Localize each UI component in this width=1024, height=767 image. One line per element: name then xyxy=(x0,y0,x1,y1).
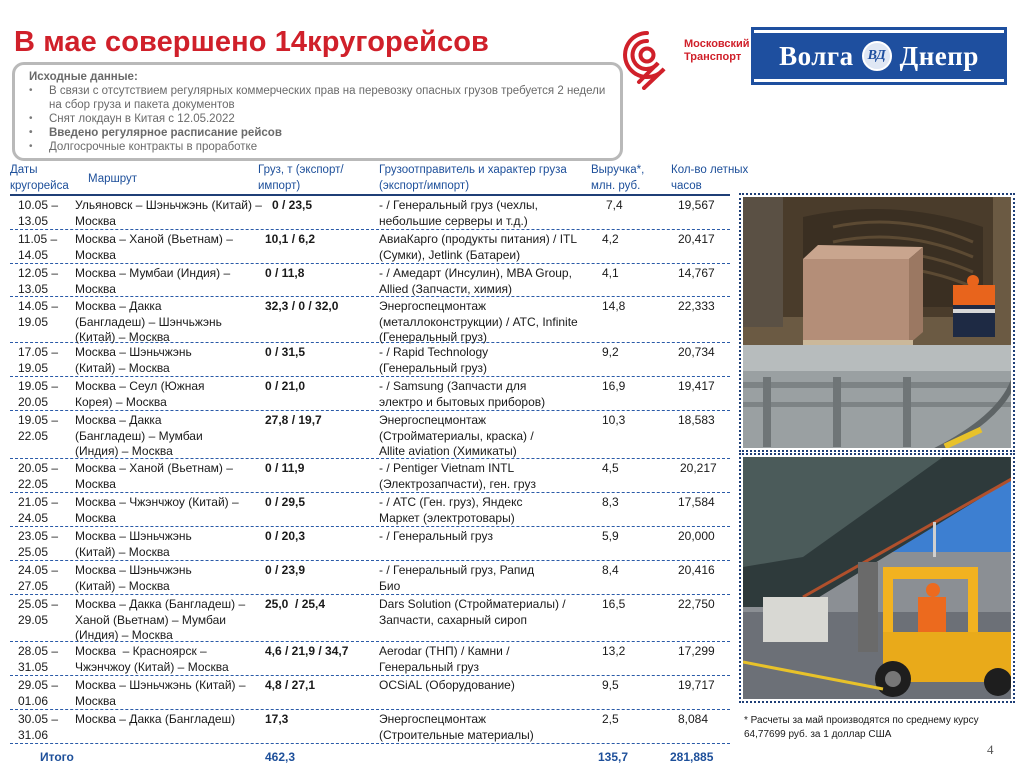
cell-shipper: Энергоспецмонтаж (металлоконструкции) / АТС, Infinite (Генеральный груз) xyxy=(379,299,578,345)
cell-revenue: 16,5 xyxy=(602,597,626,611)
cell-cargo: 0 / 11,8 xyxy=(265,266,305,280)
cell-route: Москва – Шэньчжэнь (Китай) – Москва xyxy=(75,345,192,375)
cell-route: Ульяновск – Шэньчжэнь (Китай) – Москва xyxy=(75,198,262,228)
cell-date: 10.05 – 13.05 xyxy=(18,198,59,228)
table-row xyxy=(10,561,730,595)
cell-shipper: Dars Solution (Стройматериалы) / Запчасти, сахарный сироп xyxy=(379,597,566,627)
cell-hours: 19,717 xyxy=(678,678,715,692)
cell-date: 29.05 – 01.06 xyxy=(18,678,59,708)
cell-hours: 17,299 xyxy=(678,644,715,658)
page-number: 4 xyxy=(987,742,994,757)
cell-cargo: 17,3 xyxy=(265,712,289,726)
cell-revenue: 8,3 xyxy=(602,495,619,509)
footnote: * Расчеты за май производятся по среднему курсу 64,77699 руб. за 1 доллар США xyxy=(744,715,979,740)
cell-cargo: 0 / 21,0 xyxy=(265,379,306,393)
cell-revenue: 4,2 xyxy=(602,232,619,246)
table-row xyxy=(10,676,730,710)
table-body xyxy=(10,196,730,744)
cell-date: 17.05 – 19.05 xyxy=(18,345,59,375)
cell-revenue: 10,3 xyxy=(602,413,626,427)
cell-revenue: 5,9 xyxy=(602,529,619,543)
cell-route: Москва – Ханой (Вьетнам) – Москва xyxy=(75,461,233,491)
cell-revenue: 16,9 xyxy=(602,379,626,393)
cell-date: 24.05 – 27.05 xyxy=(18,563,59,593)
cell-cargo: 0 / 23,5 xyxy=(272,198,313,212)
cell-shipper: - / Амедарт (Инсулин), MBA Group, Allied (Запчасти, химия) xyxy=(379,266,572,296)
cell-revenue: 9,5 xyxy=(602,678,619,692)
table-row xyxy=(10,459,730,493)
cell-cargo: 4,8 / 27,1 xyxy=(265,678,316,692)
moscow-transport-name: Московский Транспорт xyxy=(684,38,750,63)
table-row xyxy=(10,642,730,676)
total-revenue: 135,7 xyxy=(598,750,629,764)
header-hours: Кол-во летных часов xyxy=(671,164,749,192)
cell-hours: 20,734 xyxy=(678,345,715,359)
header-route: Маршрут xyxy=(88,173,138,185)
cell-shipper: - / Генеральный груз (чехлы, небольшие серверы и т.д.) xyxy=(379,198,538,228)
cell-cargo: 10,1 / 6,2 xyxy=(265,232,316,246)
cell-hours: 17,584 xyxy=(678,495,715,509)
volga-dnepr-emblem-icon: ВД xyxy=(862,41,892,71)
forklift-photo xyxy=(739,453,1015,703)
header-dates: Даты кругорейса xyxy=(10,164,69,192)
page-title: В мае совершено 14кругорейсов xyxy=(14,26,489,58)
info-heading: Исходные данные: xyxy=(29,71,138,83)
info-item: • Снят локдаун в Китая с 12.05.2022 xyxy=(29,112,620,126)
volga-dnepr-logo xyxy=(754,30,1004,82)
cell-hours: 20,000 xyxy=(678,529,715,543)
info-item: • Введено регулярное расписание рейсов xyxy=(29,126,620,140)
cell-hours: 19,417 xyxy=(678,379,715,393)
cell-shipper: - / Генеральный груз, Рапид Био xyxy=(379,563,535,593)
cell-hours: 22,750 xyxy=(678,597,715,611)
moscow-transport-logo xyxy=(614,24,754,90)
cell-date: 28.05 – 31.05 xyxy=(18,644,59,674)
volga-dnepr-left-word: Волга xyxy=(779,40,854,71)
cell-date: 14.05 – 19.05 xyxy=(18,299,59,329)
volga-dnepr-right-word: Днепр xyxy=(899,40,979,71)
cell-hours: 22,333 xyxy=(678,299,715,313)
header-cargo: Груз, т (экспорт/импорт) xyxy=(258,164,344,192)
cell-hours: 20,416 xyxy=(678,563,715,577)
cell-revenue: 2,5 xyxy=(602,712,619,726)
cell-shipper: - / Rapid Technology (Генеральный груз) xyxy=(379,345,489,375)
table-row xyxy=(10,230,730,264)
cell-cargo: 0 / 29,5 xyxy=(265,495,306,509)
cargo-loading-photo xyxy=(739,193,1015,452)
cell-route: Москва – Шэньчжэнь (Китай) – Москва xyxy=(75,678,246,708)
cell-route: Москва – Шэньчжэнь (Китай) – Москва xyxy=(75,529,192,559)
table-row xyxy=(10,196,730,230)
cell-route: Москва – Красноярск – Чжэнчжоу (Китай) – Москва xyxy=(75,644,229,674)
table-row xyxy=(10,377,730,411)
cell-route: Москва – Чжэнчжоу (Китай) – Москва xyxy=(75,495,239,525)
table-row xyxy=(10,297,730,343)
cell-route: Москва – Дакка (Бангладеш) xyxy=(75,712,236,726)
total-hours: 281,885 xyxy=(670,750,714,764)
info-box xyxy=(12,62,623,161)
cell-cargo: 0 / 23,9 xyxy=(265,563,306,577)
cell-date: 23.05 – 25.05 xyxy=(18,529,59,559)
cell-hours: 19,567 xyxy=(678,198,715,212)
table-row xyxy=(10,527,730,561)
cell-route: Москва – Дакка (Бангладеш) – Ханой (Вьетнам) – Мумбаи (Индия) – Москва xyxy=(75,597,246,643)
cell-route: Москва – Шэньчжэнь (Китай) – Москва xyxy=(75,563,192,593)
table-row xyxy=(10,595,730,642)
cell-shipper: - / Pentiger Vietnam INTL (Электрозапчасти), ген. груз xyxy=(379,461,536,491)
cell-date: 30.05 – 31.06 xyxy=(18,712,59,742)
cell-revenue: 14,8 xyxy=(602,299,626,313)
cell-cargo: 0 / 11,9 xyxy=(265,461,305,475)
header-revenue: Выручка*, млн. руб. xyxy=(591,164,645,192)
cell-date: 20.05 – 22.05 xyxy=(18,461,59,491)
cell-revenue: 4,5 xyxy=(602,461,619,475)
cell-revenue: 13,2 xyxy=(602,644,626,658)
cell-cargo: 32,3 / 0 / 32,0 xyxy=(265,299,339,313)
table-total-row xyxy=(10,748,730,766)
cell-cargo: 0 / 20,3 xyxy=(265,529,306,543)
cell-route: Москва – Мумбаи (Индия) – Москва xyxy=(75,266,231,296)
cell-shipper: - / Samsung (Запчасти для электро и бытовых приборов) xyxy=(379,379,546,409)
cell-shipper: Энергоспецмонтаж (Стройматериалы, краска) / Allite aviation (Химикаты) xyxy=(379,413,534,459)
table-row xyxy=(10,411,730,459)
cell-shipper: OCSiAL (Оборудование) xyxy=(379,678,515,692)
cell-date: 19.05 – 20.05 xyxy=(18,379,59,409)
table-header xyxy=(10,162,749,196)
cell-revenue: 8,4 xyxy=(602,563,619,577)
header-shipper: Грузоотправитель и характер груза (экспорт/импорт) xyxy=(379,164,567,192)
cell-date: 25.05 – 29.05 xyxy=(18,597,59,627)
cell-shipper: Энергоспецмонтаж (Строительные материалы) xyxy=(379,712,534,742)
cell-cargo: 4,6 / 21,9 / 34,7 xyxy=(265,644,349,658)
cell-shipper: - / Генеральный груз xyxy=(379,529,493,543)
cell-shipper: - / АТС (Ген. груз), Яндекс Маркет (электротовары) xyxy=(379,495,523,525)
table-row xyxy=(10,264,730,297)
cell-shipper: АвиаКарго (продукты питания) / ITL (Сумки), Jetlink (Батареи) xyxy=(379,232,577,262)
cell-hours: 18,583 xyxy=(678,413,715,427)
cell-route: Москва – Дакка (Бангладеш) – Шэнчьжэнь (Китай) – Москва xyxy=(75,299,222,345)
cell-date: 12.05 – 13.05 xyxy=(18,266,59,296)
info-list xyxy=(29,84,620,154)
cell-cargo: 27,8 / 19,7 xyxy=(265,413,322,427)
total-label: Итого xyxy=(40,750,74,764)
table-row xyxy=(10,343,730,377)
info-item: • Долгосрочные контракты в проработке xyxy=(29,140,620,154)
table-row xyxy=(10,493,730,527)
cell-revenue: 7,4 xyxy=(606,198,623,212)
cell-cargo: 0 / 31,5 xyxy=(265,345,306,359)
total-cargo: 462,3 xyxy=(265,750,296,764)
cell-date: 11.05 – 14.05 xyxy=(18,232,58,262)
cell-hours: 20,217 xyxy=(680,461,717,475)
cell-route: Москва – Ханой (Вьетнам) – Москва xyxy=(75,232,233,262)
cell-date: 21.05 – 24.05 xyxy=(18,495,59,525)
cell-revenue: 4,1 xyxy=(602,266,619,280)
cell-route: Москва – Дакка (Бангладеш) – Мумбаи (Индия) – Москва xyxy=(75,413,203,459)
info-item: • В связи с отсутствием регулярных коммерческих прав на перевозку опасных грузов требуется 2 недели на сбор груза и пакета документов xyxy=(29,84,620,112)
cell-hours: 14,767 xyxy=(678,266,715,280)
moscow-transport-emblem-icon xyxy=(614,24,680,90)
cell-route: Москва – Сеул (Южная Корея) – Москва xyxy=(75,379,205,409)
cell-shipper: Aerodar (ТНП) / Камни / Генеральный груз xyxy=(379,644,510,674)
cell-hours: 8,084 xyxy=(678,712,709,726)
cell-cargo: 25,0 / 25,4 xyxy=(265,597,326,611)
cell-date: 19.05 – 22.05 xyxy=(18,413,59,443)
cell-hours: 20,417 xyxy=(678,232,715,246)
cell-revenue: 9,2 xyxy=(602,345,619,359)
table-row xyxy=(10,710,730,744)
